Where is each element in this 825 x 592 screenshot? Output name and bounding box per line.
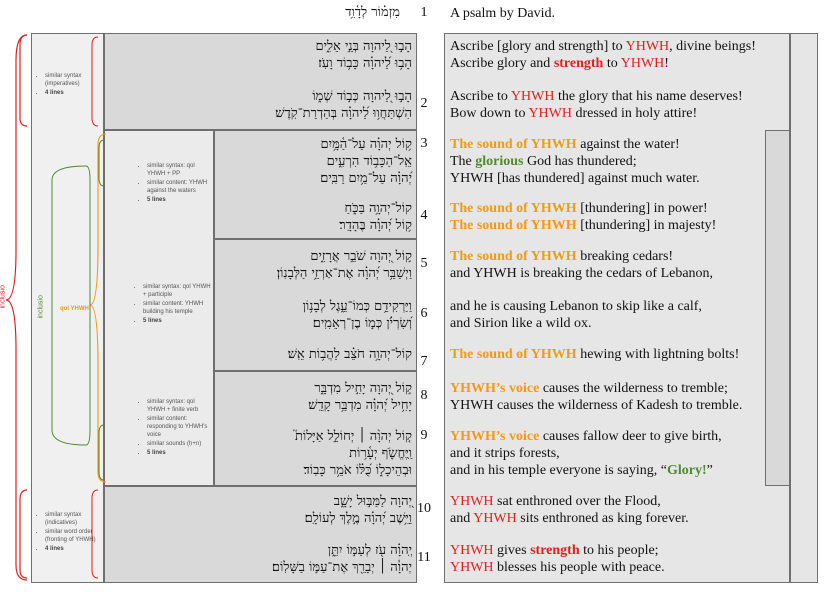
title-hebrew: מִזְמ֗וֹר לְדָ֫וִ֥ד (345, 5, 400, 20)
verse-number: 4 (420, 208, 428, 223)
english-line (450, 315, 592, 332)
english-fragment: Ascribe to (450, 89, 511, 104)
hebrew-line: יְהוָ֓ה ׀ יְבָרֵ֖ךְ אֶת־עַמּ֣וֹ בַשָּׁלֽוֹם׃ (271, 560, 412, 575)
hebrew-line: וַֽיֶּחֱשֹׂ֪ף יְעָ֫ר֥וֹת (349, 446, 412, 461)
english-fragment: and Sirion like a wild ox. (450, 316, 592, 331)
english-fragment: the glory that his name deserves! (554, 89, 743, 104)
english-line (450, 136, 680, 153)
english-fragment: and (450, 511, 474, 526)
english-fragment: The sound of YHWH (450, 137, 577, 152)
english-line (450, 248, 673, 265)
verse-number: 6 (420, 306, 428, 321)
title-english: A psalm by David. (450, 6, 555, 21)
english-line (450, 493, 661, 510)
english-fragment: breaking cedars! (576, 249, 674, 264)
inclusio-inner-label: inclusio (37, 295, 45, 319)
english-fragment: sat enthroned over the Flood, (493, 494, 661, 509)
hebrew-line: וַיַּרְקִידֵ֥ם כְּמוֹ־עֵ֑גֶל לְבָנ֥וֹן (302, 299, 412, 314)
verse-number: 9 (420, 428, 428, 443)
english-fragment: , divine beings! (669, 39, 756, 54)
english-fragment: and he is causing Lebanon to skip like a calf, (450, 299, 702, 314)
english-fragment: gives (493, 543, 531, 558)
hebrew-line: יְ֝הוָ֗ה עַל־מַ֥יִם רַבִּֽים׃ (320, 171, 412, 186)
verse-number: 10 (417, 501, 431, 516)
hebrew-line: הִשְׁתַּחֲו֥וּ לַ֝יהוָ֗ה בְּהַדְרַת־קֹֽדֶשׁ׃ (275, 106, 412, 121)
english-fragment: YHWH’s voice (450, 429, 540, 444)
english-fragment: to (603, 56, 621, 71)
english-line (450, 105, 697, 122)
note-4: • similar syntax: qol YHWH + finite verb • similar content: responding to YHWH's voice • similar sounds (ḥ+n) • 5 lines (140, 398, 212, 458)
english-fragment: and it strips forests, (450, 446, 560, 461)
english-fragment: and in his temple everyone is saying, “ (450, 463, 667, 478)
verse-number: 7 (420, 354, 428, 369)
english-fragment: YHWH (450, 543, 494, 558)
english-line (450, 397, 742, 414)
hebrew-line: ק֣וֹל יְ֭הוָה יָחִ֣יל מִדְבָּ֑ר (314, 381, 412, 396)
english-fragment: ! (664, 56, 669, 71)
english-fragment: Ascribe [glory and strength] to (450, 39, 626, 54)
english-fragment: YHWH (473, 511, 517, 526)
english-fragment: blesses his people with peace. (493, 560, 665, 575)
hebrew-line: ק֥וֹל יְ֝הוָ֗ה בֶּהָדָֽר׃ (339, 218, 412, 233)
hebrew-line: הָב֣וּ לַ֭יהוָה בְּנֵ֣י אֵלִ֑ים (315, 39, 412, 54)
english-fragment: strength (530, 543, 580, 558)
hebrew-line: הָב֥וּ לַ֝יהוָ֗ה כָּב֥וֹד וָעֹֽז׃ (318, 56, 412, 71)
verse-number: 5 (420, 256, 428, 271)
english-fragment: hewing with lightning bolts! (576, 347, 740, 362)
qol-yhwh-label: qol YHWH (60, 306, 89, 312)
english-fragment: The (450, 154, 476, 169)
english-fragment: causes the wilderness to tremble; (539, 381, 728, 396)
english-fragment: Ascribe glory and (450, 56, 554, 71)
english-line (450, 38, 756, 55)
hebrew-line: יָחִ֥יל יְ֝הוָ֗ה מִדְבַּ֥ר קָדֵֽשׁ׃ (308, 398, 412, 413)
english-fragment: The sound of YHWH (450, 201, 577, 216)
english-fragment: YHWH’s voice (450, 381, 540, 396)
english-fragment: The sound of YHWH (450, 347, 577, 362)
english-line (450, 462, 713, 479)
title-number: 1 (420, 5, 428, 20)
english-line (450, 346, 739, 363)
english-line (450, 217, 716, 234)
english-fragment: strength (553, 56, 604, 71)
hebrew-line: וְ֝שִׂרְיֹ֗ן כְּמ֣וֹ בֶן־רְאֵמִֽים׃ (312, 316, 412, 331)
hebrew-line: ק֥וֹל יְהוָ֗ה עַל־הַ֫מָּ֥יִם (320, 137, 412, 152)
english-fragment: and YHWH is breaking the cedars of Lebanon, (450, 266, 714, 281)
verse-number: 8 (420, 388, 428, 403)
english-fragment: YHWH (620, 56, 665, 71)
inclusio-outer-label: inclusio (0, 285, 7, 309)
english-fragment: YHWH [has thundered] against much water. (450, 171, 700, 186)
english-fragment: The sound of YHWH (450, 249, 577, 264)
english-fragment: glorious (475, 154, 524, 169)
hebrew-line: וַיְשַׁבֵּ֥ר יְ֝הוָ֗ה אֶת־אַרְזֵ֥י הַלְּבָנֽוֹן׃ (276, 266, 412, 281)
english-fragment: YHWH (510, 89, 555, 104)
note-5: • similar syntax (indicatives) • similar word order (fronting of YHWH) • 4 lines (38, 511, 98, 554)
note-1: • similar syntax (imperatives) • 4 lines (38, 72, 98, 98)
english-fragment: God has thundered; (523, 154, 637, 169)
english-line (450, 153, 637, 170)
note-2: • similar syntax: qol YHWH + PP • similar content: YHWH against the waters • 5 lines (140, 162, 212, 205)
verse-number: 11 (417, 550, 431, 565)
english-line (450, 428, 722, 445)
hebrew-line: יְ֭הוָה לַמַּבּ֣וּל יָשָׁ֑ב (333, 494, 412, 509)
english-fragment: YHWH (625, 39, 670, 54)
english-fragment: to his people; (579, 543, 659, 558)
hebrew-line: ק֣וֹל יְ֭הוָה שֹׁבֵ֣ר אֲרָזִ֑ים (310, 249, 412, 264)
english-line (450, 542, 659, 559)
english-fragment: YHWH (450, 560, 494, 575)
english-fragment: YHWH (528, 106, 572, 121)
hebrew-line: אֵֽל־הַכָּב֥וֹד הִרְעִ֑ים (326, 154, 412, 169)
english-line (450, 200, 708, 217)
english-line (450, 510, 689, 527)
verse-number: 3 (420, 136, 428, 151)
hebrew-line: קוֹל־יְהוָ֥ה חֹצֵ֗ב לַהֲב֥וֹת אֵֽשׁ׃ (287, 347, 412, 362)
english-line (450, 88, 743, 105)
hebrew-line: וּבְהֵיכָל֑וֹ כֻּ֝לּ֗וֹ אֹמֵ֥ר כָּבֽוֹד׃ (303, 463, 412, 478)
english-line (450, 55, 669, 72)
verse-number: 2 (420, 96, 428, 111)
english-fragment: The sound of YHWH (450, 218, 577, 233)
english-line (450, 559, 665, 576)
english-fragment: YHWH causes the wilderness of Kadesh to tremble. (450, 398, 743, 413)
hebrew-line: הָב֣וּ לַ֭יהוָה כְּב֣וֹד שְׁמ֑וֹ (312, 89, 412, 104)
english-fragment: YHWH (450, 494, 494, 509)
english-line (450, 445, 560, 462)
english-fragment: [thundering] in majesty! (576, 218, 717, 233)
hebrew-line: וַיֵּ֥שֶׁב יְ֝הוָ֗ה מֶ֣לֶךְ לְעוֹלָֽם׃ (304, 511, 412, 526)
english-fragment: dressed in holy attire! (571, 106, 698, 121)
english-line (450, 265, 713, 282)
english-fragment: against the water! (576, 137, 680, 152)
english-fragment: Bow down to (450, 106, 529, 121)
hebrew-line: קוֹל־יְהוָ֥ה בַּכֹּ֑חַ (344, 201, 412, 216)
english-line (450, 380, 728, 397)
english-fragment: Glory! (666, 463, 707, 478)
english-fragment: sits enthroned as king forever. (516, 511, 689, 526)
english-line (450, 170, 700, 187)
hebrew-line: יְֽהוָ֗ה עֹ֖ז לְעַמּ֣וֹ יִתֵּ֑ן (327, 543, 412, 558)
english-fragment: causes fallow deer to give birth, (539, 429, 722, 444)
note-3: • similar syntax: qol YHWH + participle • similar content: YHWH building his temple • 5 lines (136, 283, 212, 326)
english-line (450, 298, 702, 315)
english-fragment: ” (706, 463, 713, 478)
english-fragment: [thundering] in power! (576, 201, 708, 216)
hebrew-line: ק֤וֹל יְהוָ֨ה ׀ יְחוֹלֵ֣ל אַיָּלוֹת֮ (294, 429, 412, 444)
